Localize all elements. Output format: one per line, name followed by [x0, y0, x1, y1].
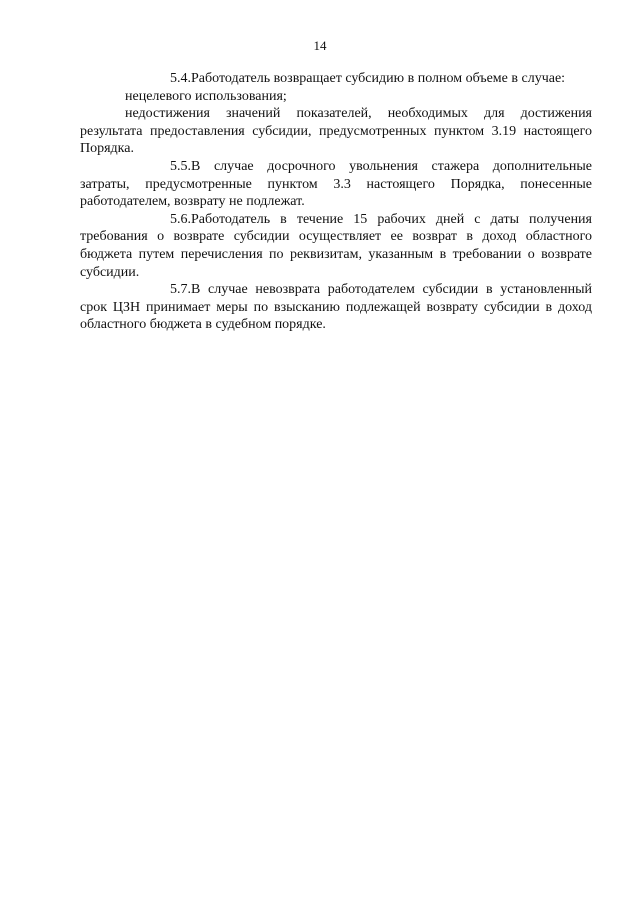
paragraph-text: В случае досрочного увольнения стажера дополнительные затраты, предусмотренные пунктом 3.3 настоящего Порядка, понесенные работодателем, возврату не подлежат.	[80, 158, 592, 210]
paragraph-5-4	[80, 70, 592, 88]
paragraph-text: В случае невозврата работодателем субсидии в установленный срок ЦЗН принимает меры по взысканию подлежащей возврату субсидии в доход областного бюджета в судебном порядке.	[80, 282, 592, 333]
paragraph-text: нецелевого использования;	[125, 88, 287, 104]
paragraph-text: Работодатель в течение 15 рабочих дней с даты получения требования о возврате субсидии осуществляет ее возврат в доход областного бюджета путем перечисления по реквизитам, указанным в требовании о возврате субсидии.	[80, 211, 592, 280]
document-body	[80, 70, 592, 334]
paragraph-5-6	[80, 211, 592, 281]
paragraph-text: Работодатель возвращает субсидию в полном объеме в случае:	[191, 71, 566, 86]
paragraph-5-5	[80, 158, 592, 211]
paragraph-misuse	[80, 88, 592, 106]
paragraph-number: 5.5.	[170, 158, 191, 174]
paragraph-text: недостижения значений показателей, необходимых для достижения результата предоставления субсидии, предусмотренных пунктом 3.19 настоящего Порядка.	[80, 106, 592, 157]
page-number: 14	[313, 38, 327, 53]
paragraph-5-7	[80, 281, 592, 334]
paragraph-non-achievement	[80, 105, 592, 158]
paragraph-number: 5.6.	[170, 211, 191, 227]
paragraph-number: 5.7.	[170, 282, 191, 298]
paragraph-number: 5.4.	[170, 71, 191, 86]
